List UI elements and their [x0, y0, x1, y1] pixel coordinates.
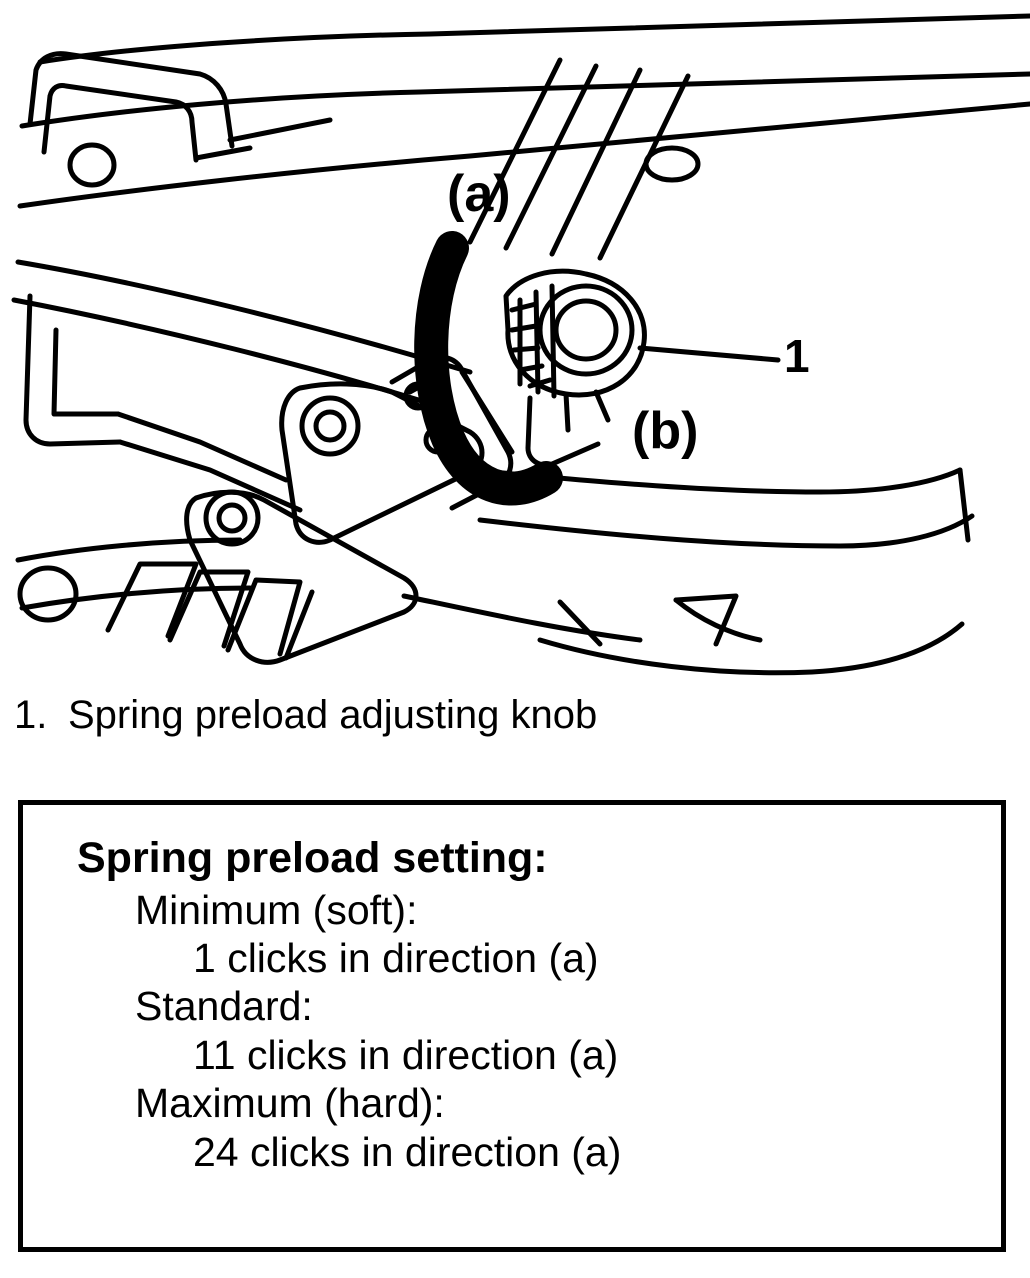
figure-caption: [14, 692, 1014, 738]
caption-number: 1.: [14, 693, 48, 737]
spec-label-standard: Standard:: [135, 983, 313, 1030]
spring-preload-spec-box: [18, 800, 1006, 1252]
direction-b-label: (b): [632, 402, 699, 460]
spec-value-minimum: 1 clicks in direction (a): [193, 935, 599, 982]
spec-row-standard: [77, 982, 1001, 1079]
spec-row-maximum: [77, 1079, 1001, 1176]
direction-a-label: (a): [447, 165, 511, 223]
spec-row-minimum: [77, 886, 1001, 983]
callout-number-1: 1: [784, 330, 810, 382]
spec-value-maximum: 24 clicks in direction (a): [193, 1128, 622, 1175]
spec-label-minimum: Minimum (soft):: [135, 886, 418, 933]
spec-label-maximum: Maximum (hard):: [135, 1080, 445, 1127]
spec-title: Spring preload setting:: [77, 834, 548, 882]
caption-text: Spring preload adjusting knob: [68, 693, 598, 737]
spec-value-standard: 11 clicks in direction (a): [193, 1031, 619, 1078]
